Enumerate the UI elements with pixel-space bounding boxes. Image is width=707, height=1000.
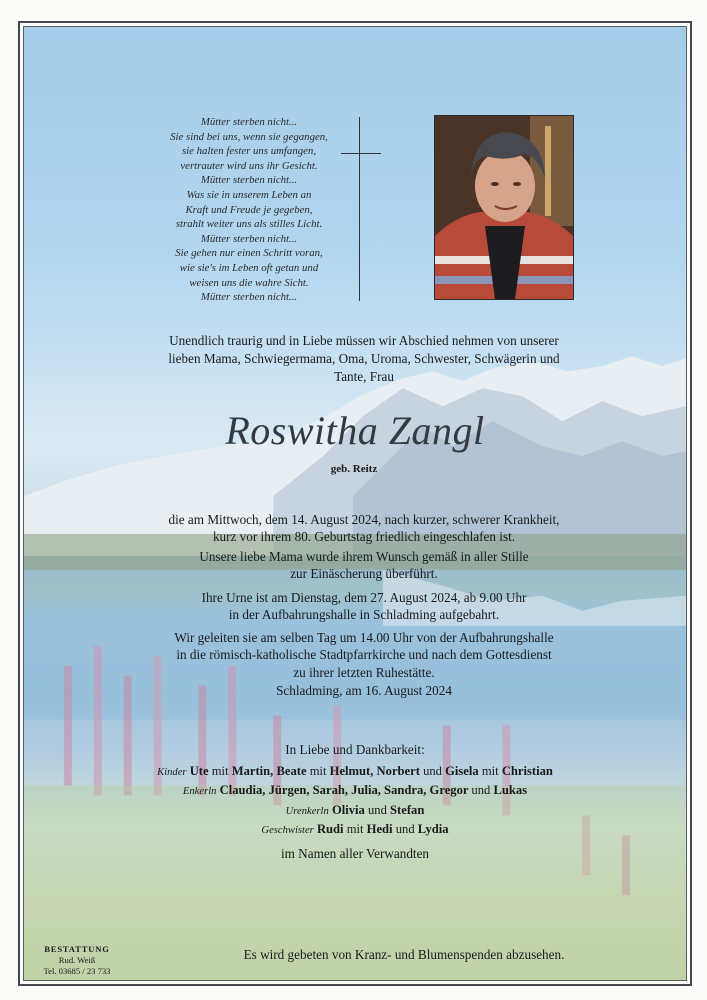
poem-line: strahlt weiter uns als stilles Licht. [175, 218, 323, 231]
connector: und [395, 822, 415, 836]
portrait-image [435, 116, 573, 299]
mourner-name: Gisela [445, 764, 479, 778]
connector: und [423, 764, 442, 778]
great-grandchildren-line [24, 803, 686, 818]
intro-text [104, 332, 624, 386]
poem-line: Sie gehen nur einen Schritt voran, [175, 247, 323, 260]
text-line: in die römisch-katholische Stadtpfarrkirche und nach dem Gottesdienst [176, 647, 552, 663]
mourner-name: Stefan [390, 803, 425, 817]
connector: mit [211, 764, 229, 778]
poem-line: vertrauter wird uns ihr Gesicht. [180, 159, 318, 172]
mourner-name: Lukas [493, 783, 528, 797]
poem-line: Sie sind bei uns, wenn sie gegangen, [170, 130, 328, 143]
relation-label: Kinder [157, 767, 187, 778]
maiden-name: geb. Reitz [330, 463, 378, 475]
mourner-name: Rudi [316, 822, 344, 836]
mourner-name: Ute [189, 764, 209, 778]
connector: und [368, 803, 387, 817]
obituary-frame [18, 21, 692, 986]
funeral-notice [94, 629, 634, 681]
text-line: Wir geleiten sie am selben Tag um 14.00 Uhr von der Aufbahrungshalle [174, 630, 554, 645]
deceased-name: Roswitha Zangl [225, 408, 485, 453]
mourner-name: Norbert [376, 764, 420, 778]
poem-line: Kraft und Freude je gegeben, [185, 203, 313, 216]
text-line: die am Mittwoch, dem 14. August 2024, nach kurzer, schwerer Krankheit, [168, 512, 560, 527]
mourner-name: Olivia [331, 803, 365, 817]
family-line: im Namen aller Verwandten [280, 846, 430, 861]
mourner-name: Helmut, [329, 764, 374, 778]
flower-request: Es wird gebeten von Kranz- und Blumenspenden abzusehen. [243, 947, 565, 962]
thanks-heading: In Liebe und Dankbarkeit: [285, 742, 425, 757]
mourner-name: Beate [276, 764, 307, 778]
relation-label: Geschwister [261, 825, 314, 836]
connector: mit [481, 764, 499, 778]
undertaker-title: BESTATTUNG [44, 944, 110, 954]
undertaker-name: Rud. Weiß [58, 955, 96, 965]
poem [119, 115, 379, 305]
siblings-line [24, 822, 686, 837]
mourner-name: Hedi [366, 822, 393, 836]
cremation-notice [94, 548, 634, 583]
poem-line: wie sie's im Leben oft getan und [179, 261, 319, 274]
cross-bar [341, 153, 381, 154]
intro-line: Tante, Frau [334, 369, 394, 384]
text-line: Ihre Urne ist am Dienstag, dem 27. August 2024, ab 9.00 Uhr [201, 590, 527, 605]
undertaker-info [32, 944, 122, 977]
poem-line: Mütter sterben nicht... [200, 174, 298, 187]
undertaker-phone: Tel. 03685 / 23 733 [43, 966, 111, 976]
background-landscape [23, 26, 687, 981]
relation-label: Urenkerln [285, 806, 329, 817]
poem-line: Mütter sterben nicht... [200, 232, 298, 245]
text-line: Unsere liebe Mama wurde ihrem Wunsch gemäß in aller Stille [199, 549, 529, 564]
mourner-name: Lydia [417, 822, 449, 836]
relation-label: Enkerln [182, 786, 217, 797]
portrait-photo [434, 115, 574, 300]
grandchildren-line [24, 783, 686, 798]
poem-line: Was sie in unserem Leben an [186, 188, 312, 201]
text-line: kurz vor ihrem 80. Geburtstag friedlich eingeschlafen ist. [212, 529, 516, 545]
poem-line: weisen uns die wahre Sicht. [189, 276, 309, 289]
connector: mit [346, 822, 364, 836]
text-line: in der Aufbahrungshalle in Schladming aufgebahrt. [228, 607, 500, 623]
mourner-name: Martin, [231, 764, 274, 778]
text-line: zur Einäscherung überführt. [290, 566, 438, 582]
connector: mit [309, 764, 327, 778]
cross-icon [359, 117, 360, 301]
mourner-names: Claudia, Jürgen, Sarah, Julia, Sandra, Gregor [219, 783, 469, 797]
poem-line: Mütter sterben nicht... [200, 116, 298, 128]
poem-line: sie halten fester uns umfangen, [181, 145, 317, 158]
connector: und [471, 783, 491, 797]
urn-notice [94, 589, 634, 624]
poem-line: Mütter sterben nicht... [200, 291, 298, 304]
intro-line: lieben Mama, Schwiegermama, Oma, Uroma, Schwester, Schwägerin und [168, 351, 560, 366]
mourner-name: Christian [501, 764, 553, 778]
death-notice [94, 511, 634, 546]
intro-line: Unendlich traurig und in Liebe müssen wir Abschied nehmen von unserer [169, 333, 559, 348]
children-line [24, 764, 686, 779]
place-date: Schladming, am 16. August 2024 [276, 683, 452, 698]
text-line: zu ihrer letzten Ruhestätte. [293, 664, 435, 680]
